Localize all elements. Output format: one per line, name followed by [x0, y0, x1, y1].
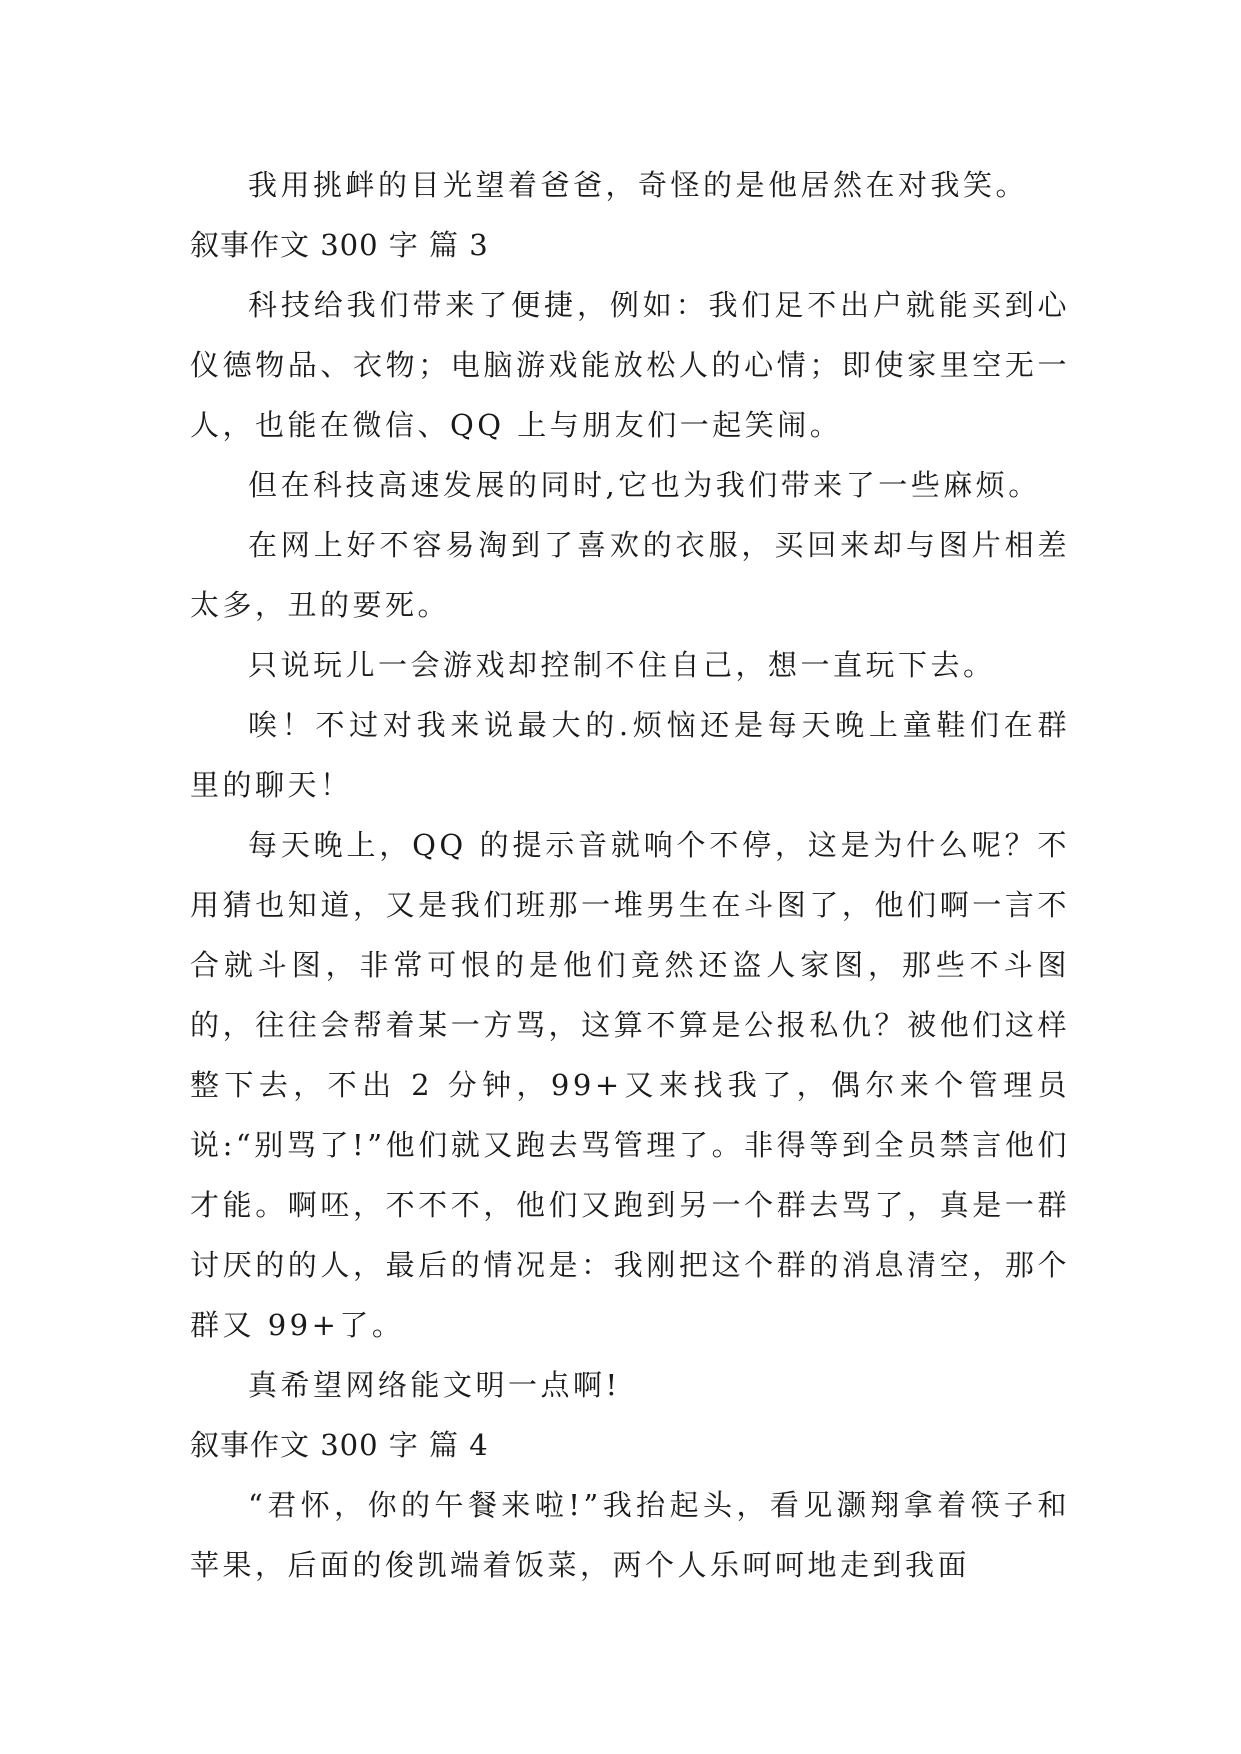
paragraph: 只说玩儿一会游戏却控制不住自己，想一直玩下去。 [248, 648, 996, 682]
paragraph: 我用挑衅的目光望着爸爸，奇怪的是他居然在对我笑。 [248, 168, 1029, 202]
paragraph: 真希望网络能文明一点啊! [248, 1368, 621, 1402]
section-heading: 叙事作文 300 字 篇 4 [190, 1428, 489, 1462]
paragraph: 在网上好不容易淘到了喜欢的衣服，买回来却与图片相差太多，丑的要死。 [190, 528, 1070, 622]
section-heading: 叙事作文 300 字 篇 3 [190, 228, 489, 262]
paragraph: 唉！不过对我来说最大的.烦恼还是每天晚上童鞋们在群里的聊天！ [190, 708, 1070, 802]
paragraph: 每天晚上，QQ 的提示音就响个不停，这是为什么呢？不用猜也知道，又是我们班那一堆男生在斗图了，他们啊一言不合就斗图，非常可恨的是他们竟然还盗人家图，那些不斗图的，往往会帮着某一方骂，这算不算是公报私仇？被他们这样整下去，不出 2 分钟，99+又来找我了，偶尔来个管理员说:“别骂了!”他们就又跑去骂管理了。非得等到全员禁言他们才能。啊呸，不不不，他们又跑到另一个群去骂了，真是一群讨厌的的人，最后的情况是：我刚把这个群的消息清空，那个群又 99+了。 [190, 828, 1070, 1342]
paragraph: “君怀，你的午餐来啦!”我抬起头，看见灏翔拿着筷子和苹果，后面的俊凯端着饭菜，两个人乐呵呵地走到我面 [190, 1488, 1070, 1582]
document-body [190, 155, 1070, 1595]
paragraph: 科技给我们带来了便捷，例如：我们足不出户就能买到心仪德物品、衣物；电脑游戏能放松人的心情；即使家里空无一人，也能在微信、QQ 上与朋友们一起笑闹。 [190, 288, 1070, 442]
paragraph: 但在科技高速发展的同时,它也为我们带来了一些麻烦。 [248, 468, 1041, 502]
